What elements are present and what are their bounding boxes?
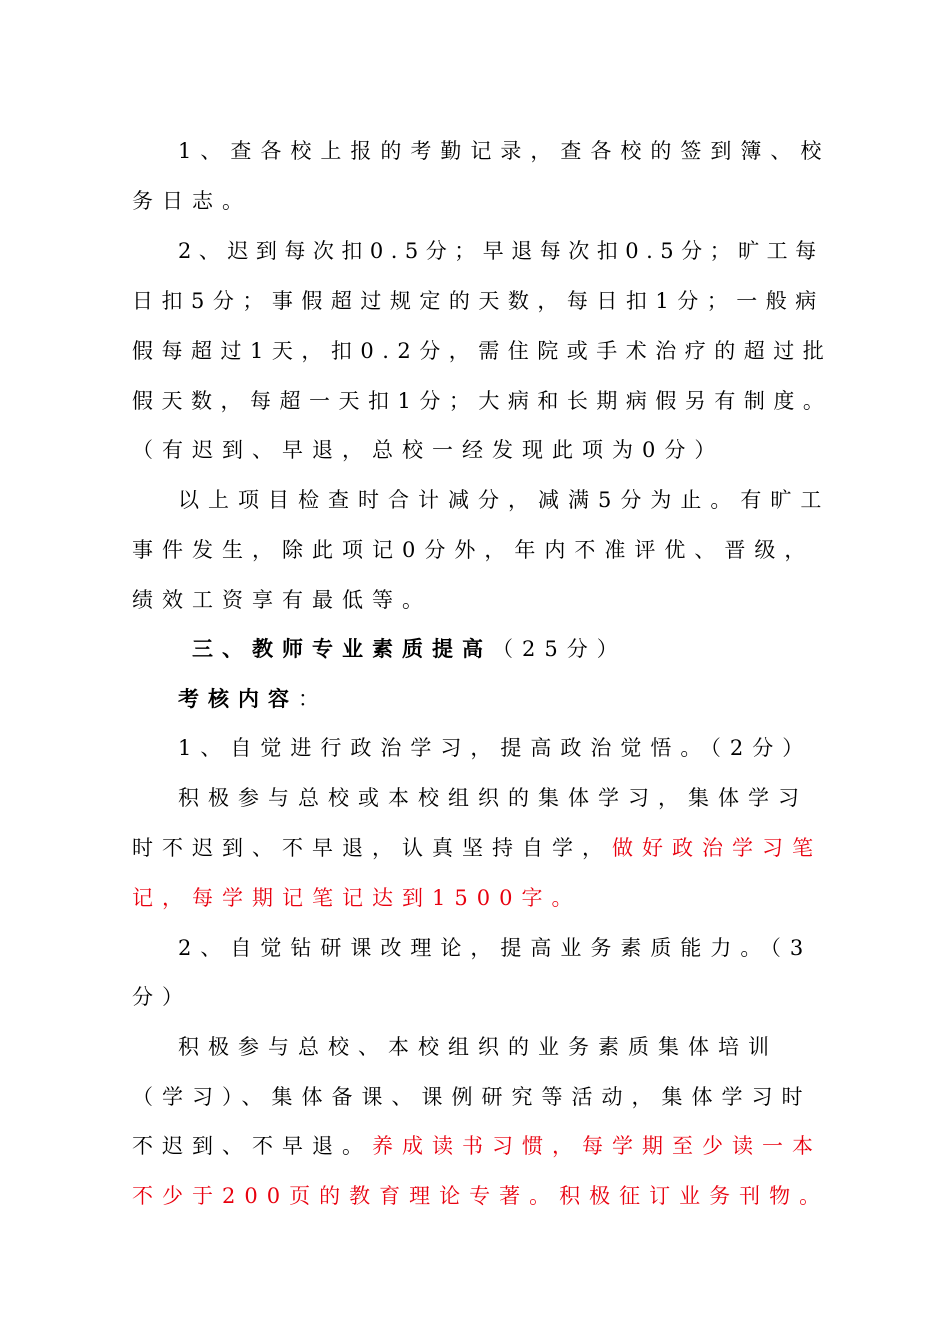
paragraph-line-15: 时不迟到、不早退，认真坚持自学，做好政治学习笔 [132, 836, 822, 860]
section-heading: 三、教师专业素质提高（25分） [192, 636, 627, 661]
paragraph-line-21: 不迟到、不早退。养成读书习惯，每学期至少读一本 [132, 1134, 822, 1158]
paragraph-line-22 [132, 1171, 832, 1221]
paragraph-line-5: 假每超过1天，扣0.2分，需住院或手术治疗的超过批 [132, 339, 833, 363]
paragraph-line-18: 分） [132, 985, 192, 1009]
paragraph-line-2: 务日志。 [132, 189, 252, 213]
paragraph-line-14: 积极参与总校或本校组织的集体学习，集体学习 [178, 786, 808, 810]
paragraph-line-8: 以上项目检查时合计减分，减满5分为止。有旷工 [178, 488, 831, 512]
paragraph-line-16 [132, 873, 832, 923]
paragraph-line-1: 1、查各校上报的考勤记录，查各校的签到簿、校 [178, 139, 831, 163]
highlight-text: 做好政治学习笔 [612, 836, 822, 860]
paragraph-line-7: （有迟到、早退，总校一经发现此项为0分） [132, 438, 725, 462]
subheading-assessment: 考核内容： [178, 686, 328, 711]
highlight-text: 记，每学期记笔记达到1500字。 [132, 886, 582, 910]
paragraph-line-10: 绩效工资享有最低等。 [132, 588, 432, 612]
paragraph-line-6: 假天数，每超一天扣1分；大病和长期病假另有制度。 [132, 389, 833, 413]
paragraph-line-19: 积极参与总校、本校组织的业务素质集体培训 [178, 1035, 778, 1059]
highlight-text: 不少于200页的教育理论专著。积极征订业务刊物。 [132, 1184, 830, 1208]
paragraph-line-4: 日扣5分；事假超过规定的天数，每日扣1分；一般病 [132, 289, 825, 313]
paragraph-line-20: （学习）、集体备课、课例研究等活动，集体学习时 [132, 1085, 812, 1109]
paragraph-line-3: 2、迟到每次扣0.5分；早退每次扣0.5分；旷工每 [178, 239, 824, 263]
highlight-text: 养成读书习惯，每学期至少读一本 [372, 1134, 822, 1158]
paragraph-line-17: 2、自觉钻研课改理论，提高业务素质能力。（3 [178, 936, 813, 960]
paragraph-line-9: 事件发生，除此项记0分外，年内不准评优、晋级， [132, 538, 815, 562]
paragraph-line-13: 1、自觉进行政治学习，提高政治觉悟。（2分） [178, 736, 813, 760]
